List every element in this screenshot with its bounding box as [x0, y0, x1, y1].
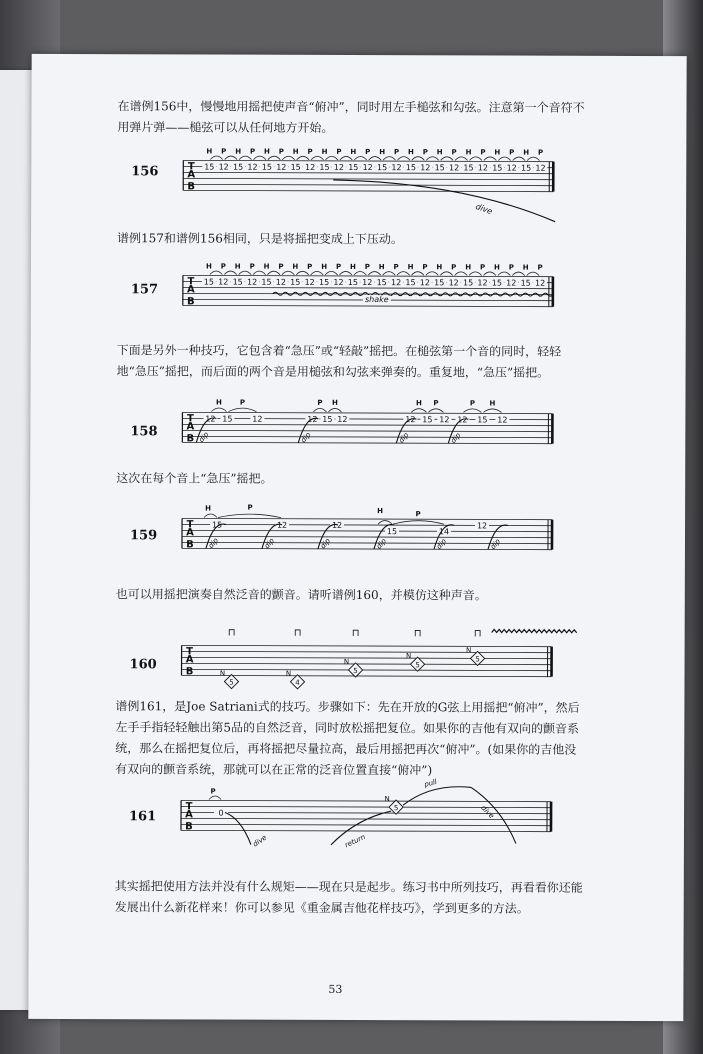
hp-mark: H — [350, 147, 357, 156]
harmonic-fret-number: 5 — [229, 678, 234, 687]
tab-letter-a: A — [187, 169, 196, 181]
hp-mark: H — [263, 262, 270, 271]
staff-line — [182, 424, 552, 425]
hammer-pull-slur — [527, 272, 539, 276]
hammer-pull-slur — [313, 408, 326, 412]
tab-fret-number: 15 — [491, 278, 502, 288]
staff-line — [183, 160, 553, 161]
hammer-pull-slur — [254, 156, 266, 160]
hp-mark: P — [537, 263, 543, 272]
shake-label: shake — [364, 295, 389, 305]
tab-fret-number: 12 — [252, 414, 263, 424]
harmonic-label: N — [285, 669, 292, 678]
staff-line — [182, 412, 552, 413]
vibrato-wave — [492, 629, 577, 632]
hammer-pull-slur — [354, 156, 366, 160]
hammer-pull-slur — [297, 156, 309, 160]
hammer-pull-slur — [455, 157, 467, 161]
tab-fret-number: 12 — [457, 415, 468, 425]
hp-mark: H — [377, 507, 384, 516]
tab-fret-number: 12 — [247, 162, 258, 172]
tab-fret-number: 15 — [405, 278, 416, 288]
pick-stroke-mark: ⊓ — [351, 627, 360, 640]
hp-mark: H — [489, 399, 496, 408]
tab-letter-t: T — [186, 519, 194, 531]
hammer-pull-slur — [328, 408, 341, 412]
tab-fret-number: 12 — [391, 163, 402, 173]
tab-fret-number: 15 — [520, 163, 532, 173]
tab-fret-number: 12 — [218, 277, 229, 287]
tab-fret-number: 15 — [203, 277, 215, 287]
hp-mark: H — [205, 504, 212, 513]
hp-mark: P — [393, 263, 399, 272]
hammer-pull-slur — [412, 272, 424, 276]
tab-fret-number: 15 — [462, 278, 474, 288]
dip-label: dip — [449, 431, 463, 445]
tab-fret-number: 12 — [304, 162, 316, 172]
hp-mark: H — [216, 398, 222, 407]
hammer-pull-slur — [393, 521, 444, 525]
staff-line — [182, 430, 552, 431]
tab-fret-number: 15 — [232, 277, 243, 287]
hp-mark: P — [509, 148, 515, 157]
hammer-pull-slur — [340, 156, 352, 160]
hp-mark: P — [247, 503, 253, 512]
tab-fret-number: 15 — [348, 162, 359, 173]
paragraph-156: 在谱例156中，慢慢地用摇把使声音“俯冲”，同时用左手槌弦和勾弦。注意第一个音符不用弹片弹——槌弦可以从任何地方开始。 — [117, 99, 585, 135]
hammer-pull-slur — [239, 156, 251, 160]
dip-label: dip — [197, 430, 211, 444]
hp-mark: H — [292, 147, 299, 156]
hp-mark: H — [522, 263, 529, 272]
harmonic-fret-number: 5 — [353, 666, 358, 676]
tab-fret-number: 12 — [331, 520, 343, 530]
hammer-pull-slur — [369, 157, 381, 161]
staff-line — [182, 657, 552, 658]
pull-label-161: pull — [423, 777, 438, 789]
tab-fret-number: 12 — [477, 163, 489, 173]
tab-fret-number: 12 — [307, 414, 318, 424]
hp-mark: P — [317, 398, 323, 407]
hp-mark: H — [408, 148, 414, 157]
tab-fret-number: 15 — [520, 278, 531, 288]
dip-label: dip — [299, 430, 313, 445]
tab-fret-number: 12 — [448, 163, 460, 173]
hammer-pull-slur — [426, 157, 438, 161]
hp-mark: P — [249, 262, 255, 271]
hammer-pull-slur — [498, 272, 510, 276]
staff-line — [183, 305, 553, 306]
hammer-pull-slur — [383, 157, 395, 161]
harmonic-label: N — [384, 795, 390, 804]
hp-mark: H — [465, 148, 472, 157]
hp-mark: P — [278, 147, 284, 156]
hammer-pull-slur — [383, 272, 395, 276]
hammer-pull-slur — [378, 521, 392, 525]
tab-letter-b: B — [187, 181, 196, 193]
hp-mark: P — [221, 147, 227, 156]
tab-fret-number: 15 — [347, 277, 358, 288]
tab-staff-161 — [181, 777, 563, 865]
tab-letter-t: T — [185, 801, 193, 813]
tab-fret-number: 12 — [205, 414, 216, 424]
hammer-pull-slur — [311, 271, 323, 275]
tab-fret-number: 15 — [405, 163, 417, 173]
hammer-pull-slur — [268, 156, 280, 160]
hp-mark: P — [451, 263, 457, 272]
hp-mark: H — [493, 263, 500, 272]
hp-mark: P — [415, 510, 421, 519]
hp-mark: H — [292, 262, 299, 271]
hammer-pull-slur — [426, 272, 438, 276]
hammer-pull-slur — [455, 272, 467, 276]
hammer-pull-slur — [239, 271, 251, 275]
tab-fret-number: 12 — [362, 278, 373, 288]
staff-line — [182, 645, 552, 646]
harmonic-fret-number: 5 — [415, 661, 420, 670]
hp-mark: P — [469, 399, 476, 408]
staff-line — [182, 651, 552, 652]
hammer-pull-slur — [484, 157, 496, 161]
tab-fret-number: 12 — [246, 277, 258, 287]
hammer-pull-slur — [463, 409, 481, 413]
tab-fret-number: 12 — [405, 415, 416, 425]
hammer-pull-slur — [398, 157, 410, 161]
paragraph-159: 这次在每个音上“急压”摇把。 — [116, 471, 273, 486]
tab-staff-159 — [182, 502, 564, 583]
hp-mark: P — [364, 263, 370, 272]
page-number: 53 — [328, 982, 343, 996]
hammer-pull-slur — [210, 271, 222, 275]
staff-line — [182, 675, 552, 676]
tab-letter-b: B — [185, 666, 194, 678]
staff-line — [181, 830, 551, 831]
hp-mark: P — [307, 147, 313, 156]
staff-line — [183, 184, 553, 185]
staff-line — [183, 172, 553, 173]
hp-mark: P — [480, 148, 486, 157]
staff-line — [183, 287, 553, 288]
staff-line — [182, 518, 552, 519]
paragraph-160: 也可以用摇把演奏自然泛音的颤音。请听谱例160，并模仿这种声音。 — [115, 587, 487, 603]
hammer-pull-slur — [282, 271, 294, 275]
dip-label: dip — [488, 537, 503, 551]
tab-letter-b: B — [185, 821, 193, 833]
tab-fret-number: 15 — [222, 414, 233, 424]
tab-fret-number: 12 — [276, 162, 287, 172]
paragraph-158-intro: 下面是另外一种技巧，它包含着“急压”或“轻敲”摇把。在槌弦第一个音的同时，轻轻地“急压”摇把，而后面的两个音是用槌弦和勾弦来弹奏的。重复地，“急压”摇把。 — [116, 343, 562, 380]
tab-fret-number: 15 — [376, 278, 387, 288]
dip-label: dip — [318, 536, 333, 551]
tab-fret-number: 14 — [438, 527, 450, 537]
tab-fret-number: 12 — [419, 278, 430, 288]
hammer-pull-slur — [397, 272, 409, 276]
tab-letter-a: A — [186, 421, 195, 433]
hp-mark: H — [264, 147, 270, 156]
hp-mark: P — [393, 148, 400, 157]
hp-mark: H — [523, 148, 530, 157]
tab-letter-b: B — [186, 296, 195, 308]
hammer-pull-slur — [484, 272, 496, 276]
hammer-pull-slur — [440, 272, 452, 276]
hammer-pull-slur — [527, 157, 539, 161]
hp-mark: P — [422, 148, 428, 157]
hp-mark: P — [307, 262, 313, 271]
hp-mark: P — [249, 147, 256, 156]
harmonic-label: N — [343, 657, 350, 666]
staff-line — [182, 442, 552, 443]
tab-letter-b: B — [186, 433, 195, 445]
dip-label: dip — [374, 537, 389, 551]
harmonic-fret-number: 5 — [393, 804, 399, 813]
hp-mark: P — [537, 148, 544, 157]
pick-stroke-mark: ⊓ — [293, 627, 302, 639]
tab-fret-number: 12 — [506, 163, 517, 173]
hammer-pull-slur — [513, 157, 525, 161]
hp-mark: H — [234, 262, 241, 271]
hp-mark: H — [206, 147, 213, 156]
tab-fret-number: 12 — [333, 277, 344, 287]
pull-curve-161 — [403, 787, 471, 806]
tab-fret-number: 15 — [261, 162, 273, 172]
tab-fret-number: 12 — [534, 278, 546, 288]
harmonic-label: N — [465, 646, 472, 655]
staff-line — [182, 669, 552, 670]
tab-fret-number: 12 — [362, 163, 373, 173]
tab-letter-t: T — [187, 276, 195, 288]
tab-fret-number: 15 — [290, 162, 301, 172]
tab-fret-number: 12 — [476, 521, 488, 531]
tab-fret-number: 15 — [232, 162, 244, 172]
hp-mark: H — [436, 148, 443, 157]
hammer-pull-slur — [204, 514, 217, 518]
return-label-161: return — [343, 833, 367, 850]
example-number-161: 161 — [128, 809, 157, 825]
hammer-pull-slur — [282, 156, 294, 160]
hp-mark: P — [451, 148, 457, 157]
hammer-pull-slur — [469, 272, 481, 276]
hp-mark: H — [465, 263, 472, 272]
hammer-pull-slur — [498, 157, 510, 161]
pick-stroke-mark: ⊓ — [413, 628, 422, 640]
hp-mark: P — [335, 262, 342, 271]
harmonic-label: N — [405, 652, 412, 661]
hammer-pull-slur — [209, 796, 221, 800]
hp-mark: P — [210, 787, 216, 796]
harmonic-label: N — [219, 669, 226, 678]
hp-mark: H — [407, 263, 414, 272]
hammer-pull-slur — [412, 157, 424, 161]
hammer-pull-slur — [210, 156, 222, 160]
hammer-pull-slur — [296, 271, 308, 275]
tab-staff-svg — [182, 396, 564, 477]
staff-line — [183, 190, 553, 191]
staff-line — [183, 275, 553, 276]
tab-letter-t: T — [187, 161, 195, 173]
hp-mark: H — [321, 147, 328, 156]
pick-stroke-mark: ⊓ — [227, 627, 236, 639]
staff-line — [182, 524, 552, 525]
tab-fret-number: 12 — [275, 277, 286, 287]
tab-letter-a: A — [186, 284, 195, 296]
tab-fret-number: 12 — [448, 278, 459, 288]
staff-line — [181, 800, 551, 801]
hp-mark: P — [422, 263, 428, 272]
tab-fret-number: 12 — [439, 415, 450, 425]
tab-fret-number: 15 — [204, 162, 215, 172]
tab-staff-156 — [183, 144, 565, 225]
tab-fret-number: 15 — [261, 277, 272, 287]
hp-mark: P — [479, 263, 486, 272]
tab-fret-number: 12 — [304, 277, 315, 287]
hammer-pull-slur — [368, 272, 380, 276]
hp-mark: H — [494, 148, 501, 157]
tab-staff-158 — [182, 396, 564, 477]
tab-fret-number: 15 — [322, 414, 333, 424]
hp-mark: H — [378, 263, 385, 272]
hp-mark: H — [321, 262, 328, 271]
dive-label-161b: dive — [479, 803, 496, 821]
hammer-pull-slur — [253, 271, 265, 275]
hp-mark: P — [433, 399, 439, 408]
tab-fret-number: 15 — [434, 278, 445, 288]
hammer-pull-slur — [441, 157, 453, 161]
staff-line — [183, 178, 553, 179]
tab-staff-svg — [181, 777, 563, 865]
tab-fret-number: 15 — [386, 527, 398, 537]
tab-fret-number: 12 — [497, 415, 508, 425]
harmonic-fret-number: 5 — [475, 655, 480, 664]
tab-fret-number: 12 — [333, 162, 345, 172]
tab-letter-a: A — [185, 809, 193, 821]
tab-fret-number: 12 — [276, 520, 288, 530]
example-number-159: 159 — [129, 528, 158, 544]
tab-fret-number: 15 — [319, 162, 330, 172]
tab-fret-number: 15 — [211, 520, 223, 530]
hp-mark: P — [508, 263, 514, 272]
tab-fret-number: 15 — [477, 415, 488, 425]
hammer-pull-slur — [340, 271, 352, 275]
hammer-pull-slur — [354, 271, 366, 275]
hp-mark: H — [379, 148, 386, 157]
tab-letter-t: T — [186, 646, 194, 658]
paragraph-161: 谱例161，是Joe Satriani式的技巧。步骤如下：先在开放的G弦上用摇把“俯冲”，然后左手手指轻轻触出第5品的自然泛音，同时放松摇把复位。如果你的吉他有双向的颤音系统，那么在摇把复位后，再将摇把尽量拉高，最后用摇把再次“俯冲”。(如果你的吉他没有双向的颤音系统，那就可以在正常的泛音位置直接“俯冲”) — [115, 699, 580, 778]
hammer-pull-slur — [325, 271, 337, 275]
hp-mark: H — [350, 262, 356, 271]
hammer-pull-slur — [483, 409, 501, 413]
tab-fret-number: 15 — [422, 415, 433, 425]
tab-fret-number: 15 — [376, 163, 388, 173]
pick-stroke-mark: ⊓ — [473, 628, 482, 640]
hp-mark: P — [239, 398, 246, 407]
tab-letter-a: A — [185, 654, 194, 666]
hp-mark: P — [278, 262, 284, 271]
hammer-pull-slur — [268, 271, 280, 275]
tab-fret-number: 12 — [535, 163, 546, 173]
hp-mark: P — [220, 262, 226, 271]
harmonic-fret-number: 4 — [295, 678, 300, 687]
tab-fret-number: 15 — [434, 163, 445, 173]
hp-mark: H — [206, 262, 212, 271]
tab-fret-number: 15 — [463, 163, 474, 173]
example-number-160: 160 — [129, 657, 157, 673]
paragraph-closing: 其实摇把使用方法并没有什么规矩——现在只是起步。练习书中所列技巧，再看看你还能发展出什么新花样来！你可以参见《重金属吉他花样技巧》，学到更多的方法。 — [114, 879, 583, 916]
tab-letter-t: T — [186, 413, 194, 425]
hammer-pull-slur — [470, 157, 482, 161]
hammer-pull-slur — [411, 409, 426, 413]
staff-line — [182, 536, 552, 537]
hammer-pull-slur — [326, 156, 338, 160]
staff-line — [181, 824, 551, 825]
tab-staff-svg — [182, 502, 564, 583]
tab-fret-number: 12 — [420, 163, 431, 173]
hammer-pull-slur — [211, 408, 226, 412]
dive-label-161a: dive — [251, 833, 269, 849]
staff-line — [181, 806, 551, 807]
dip-label: dip — [434, 537, 449, 551]
tab-fret-number: 12 — [390, 278, 402, 288]
staff-line — [182, 436, 552, 437]
hp-mark: H — [235, 147, 242, 156]
tab-fret-number: 15 — [290, 277, 301, 287]
hp-mark: H — [416, 399, 422, 408]
dip-label: dip — [206, 536, 221, 550]
tab-staff-svg — [183, 144, 565, 225]
hp-mark: H — [332, 398, 338, 407]
tab-fret-number: 15 — [492, 163, 503, 173]
tab-staff-157 — [183, 259, 565, 340]
tab-fret-number: 15 — [318, 277, 330, 287]
hp-mark: P — [336, 147, 342, 156]
hp-mark: P — [365, 148, 371, 157]
tab-staff-svg — [183, 259, 565, 340]
hammer-pull-slur — [224, 271, 236, 275]
paragraph-157: 谱例157和谱例156相同，只是将摇把变成上下压动。 — [117, 231, 403, 247]
hammer-pull-slur — [228, 408, 256, 412]
hammer-pull-slur — [218, 514, 281, 518]
example-number-158: 158 — [130, 424, 158, 440]
tab-fret-number: 12 — [477, 278, 488, 288]
hammer-pull-slur — [225, 156, 237, 160]
tab-letter-a: A — [186, 527, 194, 539]
hammer-pull-slur — [512, 272, 524, 276]
dip-label: dip — [397, 431, 411, 445]
tab-fret-number: 12 — [218, 162, 229, 172]
tab-fret-number: 12 — [337, 414, 348, 424]
dive-label: dive — [474, 201, 494, 217]
dive-curve — [333, 180, 555, 222]
tab-letter-b: B — [186, 539, 194, 551]
dive-curve-161 — [225, 813, 251, 845]
tab-fret-number: 12 — [506, 278, 517, 288]
tab-fret-number: 0 — [218, 808, 224, 818]
example-number-156: 156 — [131, 164, 159, 180]
staff-line — [182, 663, 552, 664]
example-number-157: 157 — [130, 282, 159, 298]
book-page — [28, 54, 686, 1021]
dip-label: dip — [262, 536, 277, 551]
hp-mark: H — [436, 263, 443, 272]
hammer-pull-slur — [311, 156, 323, 160]
hammer-pull-slur — [428, 409, 443, 413]
